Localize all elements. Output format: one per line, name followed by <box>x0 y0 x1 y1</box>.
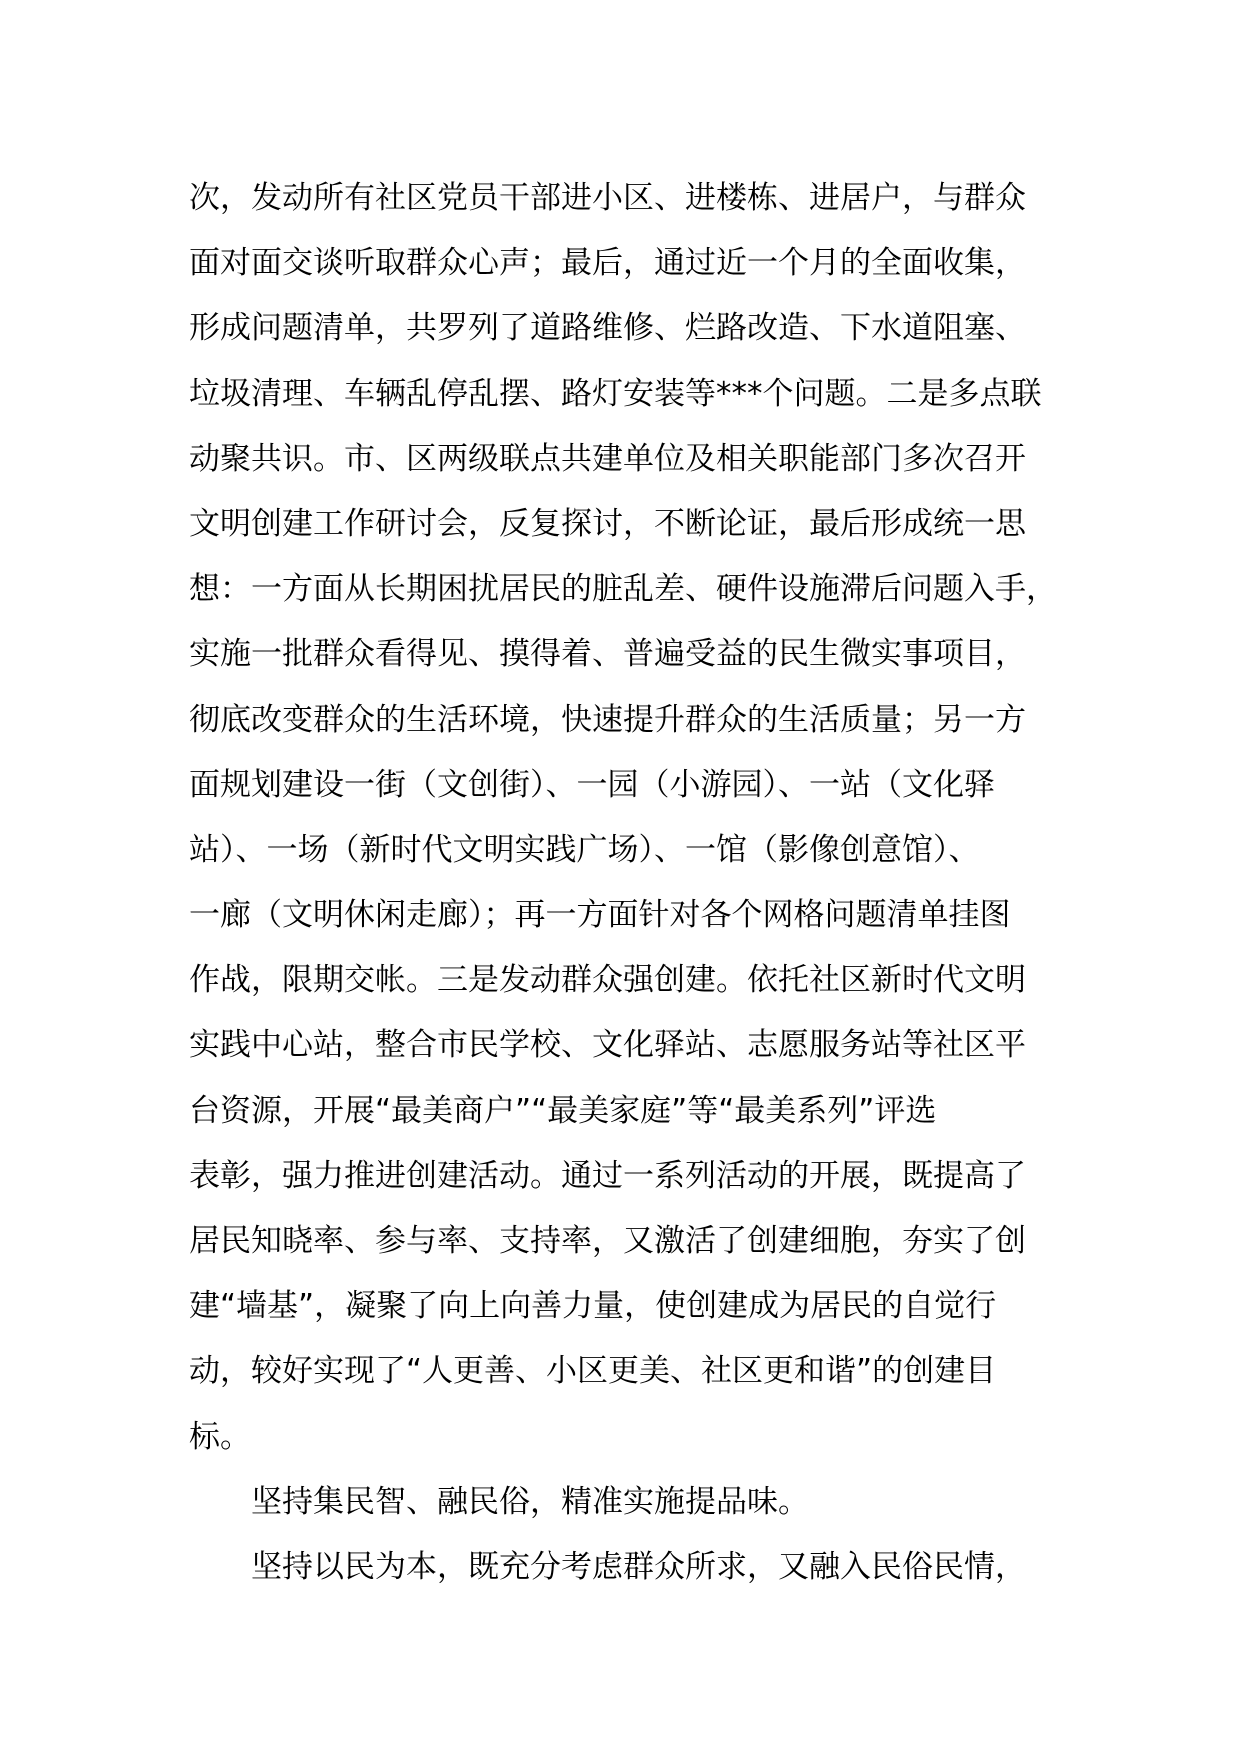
text-line-14: 实践中心站，整合市民学校、文化驿站、志愿服务站等社区平 <box>189 1027 1026 1064</box>
text-line-3: 形成问题清单，共罗列了道路维修、烂路改造、下水道阻塞、 <box>189 310 1026 347</box>
text-line-8: 实施一批群众看得见、摸得着、普遍受益的民生微实事项目， <box>189 636 1026 673</box>
text-line-4: 垃圾清理、车辆乱停乱摆、路灯安装等***个问题。二是多点联 <box>189 375 1042 412</box>
text-line-18: 建“墙基”，凝聚了向上向善力量，使创建成为居民的自觉行 <box>189 1288 997 1325</box>
paragraph-start: 坚持以民为本，既充分考虑群众所求，又融入民俗民情， <box>251 1548 1026 1585</box>
text-line-13: 作战，限期交帐。三是发动群众强创建。依托社区新时代文明 <box>189 962 1026 999</box>
text-line-19: 动，较好实现了“人更善、小区更美、社区更和谐”的创建目 <box>189 1353 997 1390</box>
text-line-10: 面规划建设一街（文创街）、一园（小游园）、一站（文化驿 <box>189 766 995 803</box>
section-heading: 坚持集民智、融民俗，精准实施提品味。 <box>251 1483 809 1520</box>
text-line-9: 彻底改变群众的生活环境，快速提升群众的生活质量；另一方 <box>189 701 1026 738</box>
text-line-15: 台资源，开展“最美商户”“最美家庭”等“最美系列”评选 <box>189 1092 937 1129</box>
text-line-11: 站）、一场（新时代文明实践广场）、一馆（影像创意馆）、 <box>189 831 980 868</box>
text-line-7: 想：一方面从长期困扰居民的脏乱差、硬件设施滞后问题入手， <box>189 571 1057 608</box>
text-line-1: 次，发动所有社区党员干部进小区、进楼栋、进居户，与群众 <box>189 180 1026 216</box>
text-line-6: 文明创建工作研讨会，反复探讨，不断论证，最后形成统一思 <box>189 505 1026 542</box>
text-line-16: 表彰，强力推进创建活动。通过一系列活动的开展，既提高了 <box>189 1157 1026 1194</box>
text-line-17: 居民知晓率、参与率、支持率，又激活了创建细胞，夯实了创 <box>189 1223 1026 1259</box>
text-line-5: 动聚共识。市、区两级联点共建单位及相关职能部门多次召开 <box>189 440 1026 477</box>
text-line-20: 标。 <box>189 1418 251 1455</box>
text-line-12: 一廊（文明休闲走廊）；再一方面针对各个网格问题清单挂图 <box>189 897 1011 934</box>
text-line-2: 面对面交谈听取群众心声；最后，通过近一个月的全面收集， <box>189 245 1026 282</box>
body-text <box>189 166 1089 1600</box>
